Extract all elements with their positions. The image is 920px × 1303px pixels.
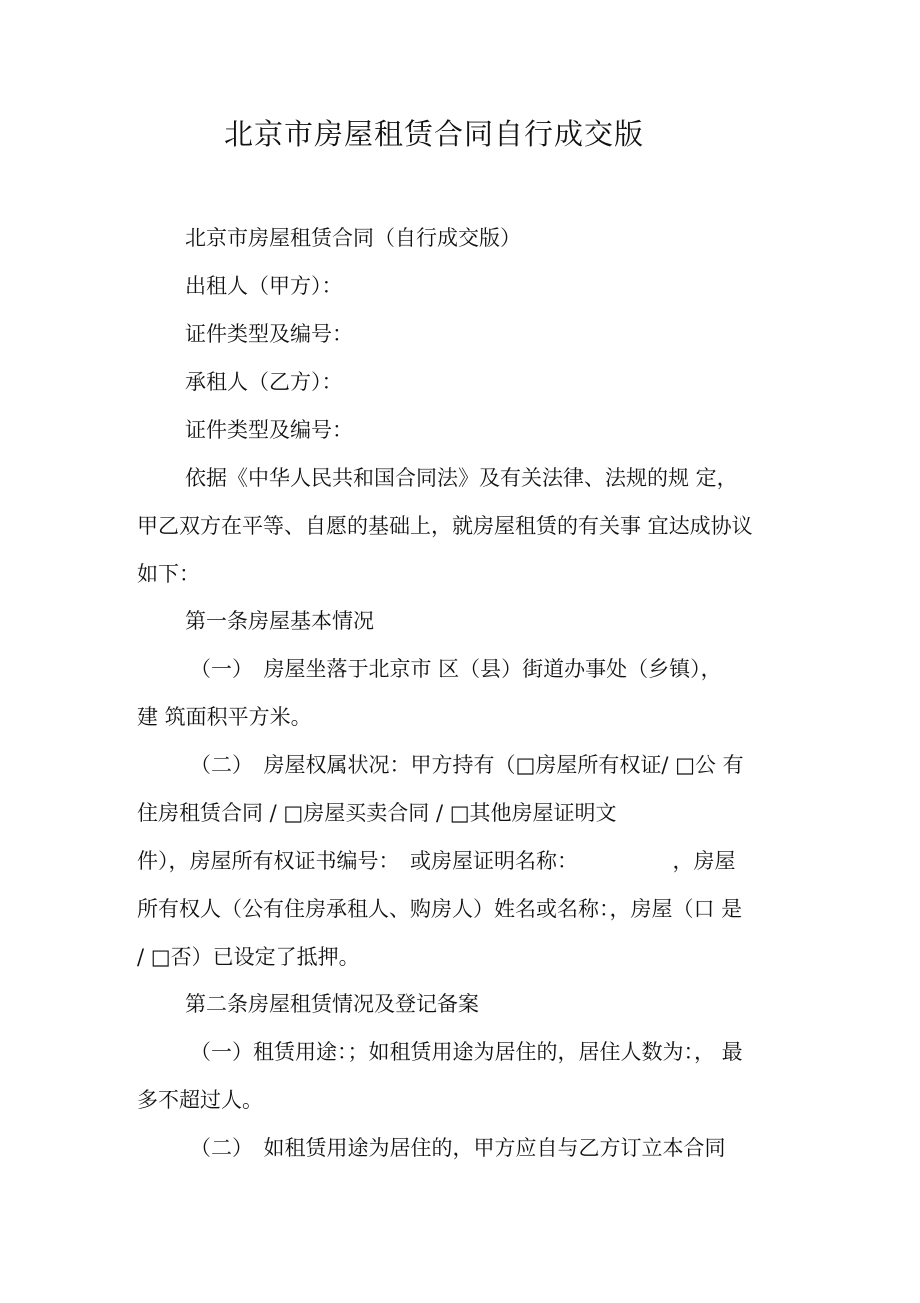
lessee-id-line: 证件类型及编号： <box>185 418 353 442</box>
lessor-id-line: 证件类型及编号： <box>185 322 353 346</box>
lessor-line: 出租人（甲方）： <box>185 274 343 298</box>
lessee-line: 承租人（乙方）： <box>185 370 343 394</box>
preamble-line-2: 甲乙双方在平等、自愿的基础上，就房屋租赁的有关事 宜达成协议 <box>137 514 753 538</box>
document-title: 北京市房屋租赁合同自行成交版 <box>223 117 644 151</box>
article-1-heading: 第一条房屋基本情况 <box>185 609 374 633</box>
article-2-heading: 第二条房屋租赁情况及登记备案 <box>185 992 479 1016</box>
article-2-item-1-line-2: 多不超过人。 <box>137 1088 263 1112</box>
article-1-item-2-line-1: （二） 房屋权属状况：甲方持有（□房屋所有权证/ □公 有 <box>190 753 744 777</box>
article-1-item-1-line-1: （一） 房屋坐落于北京市 区（县）街道办事处（乡镇）， <box>190 657 722 681</box>
article-1-item-2-line-5: / □否）已设定了抵押。 <box>137 945 360 969</box>
preamble-line-1: 依据《中华人民共和国合同法》及有关法律、法规的规 定， <box>185 466 738 490</box>
preamble-line-3: 如下： <box>137 562 200 586</box>
article-2-item-2-line-1: （二） 如租赁用途为居住的，甲方应自与乙方订立本合同 <box>190 1136 726 1160</box>
article-1-item-2-line-3: 件），房屋所有权证书编号： 或房屋证明名称： ，房屋 <box>137 849 736 873</box>
contract-subtitle: 北京市房屋租赁合同（自行成交版） <box>185 226 521 250</box>
article-1-item-1-line-2: 建 筑面积平方米。 <box>137 705 312 729</box>
article-1-item-2-line-2: 住房租赁合同 / □房屋买卖合同 / □其他房屋证明文 <box>137 801 617 825</box>
article-1-item-2-line-4: 所有权人（公有住房承租人、购房人）姓名或名称：，房屋（口 是 <box>137 897 743 921</box>
article-2-item-1-line-1: （一）租赁用途：；如租赁用途为居住的，居住人数为：， 最 <box>190 1040 743 1064</box>
